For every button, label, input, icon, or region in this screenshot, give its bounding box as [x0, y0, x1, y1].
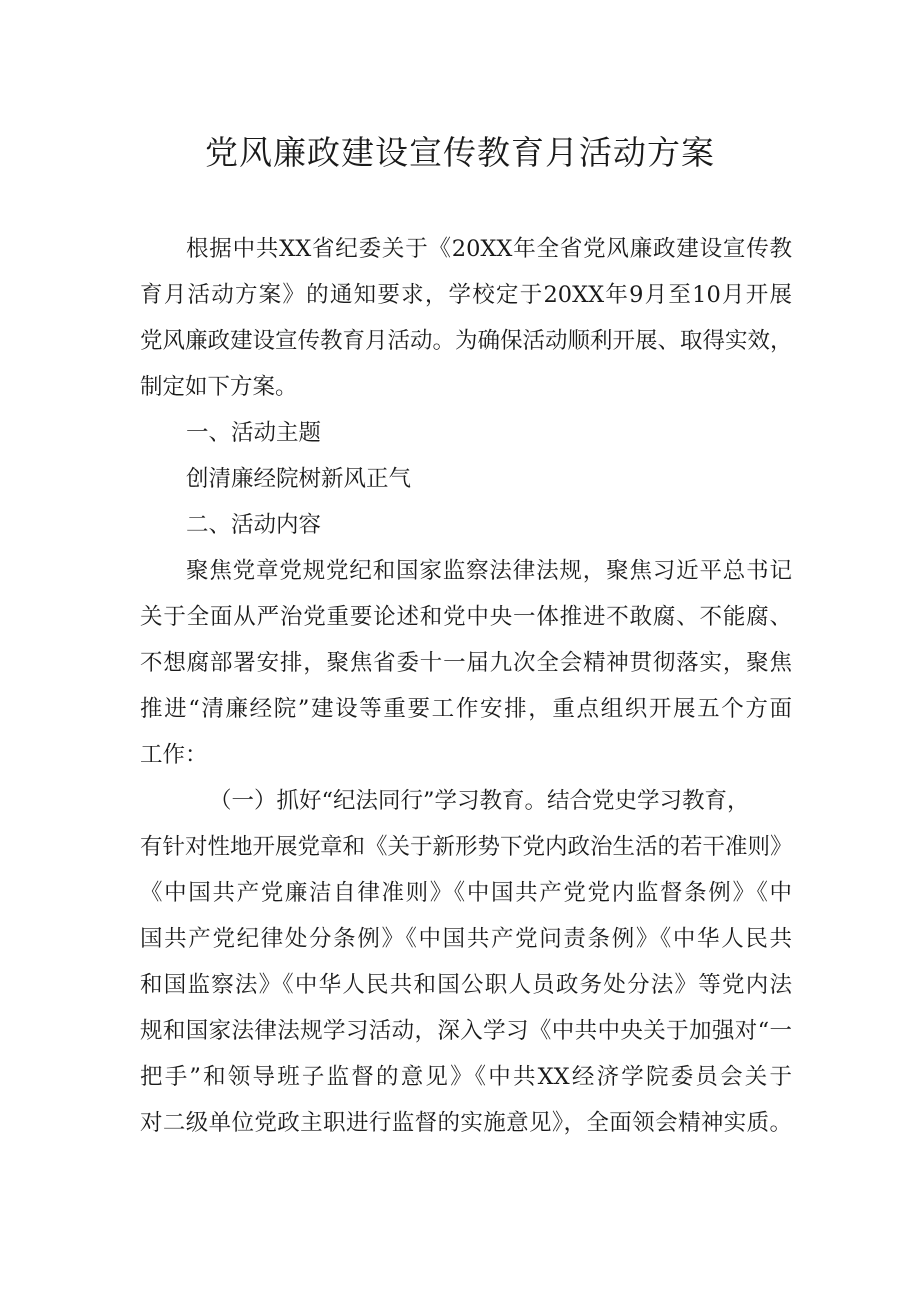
text-line: 有针对性地开展党章和《关于新形势下党内政治生活的若干准则》 [140, 834, 793, 860]
text-line: 工作： [140, 742, 208, 768]
text-line: 一、活动主题 [186, 420, 322, 446]
paragraph-theme [140, 456, 792, 502]
document-title: 党风廉政建设宣传教育月活动方案 [205, 133, 715, 172]
section-heading-theme [140, 410, 792, 456]
section-heading-content [140, 502, 792, 548]
paragraph-content [140, 548, 792, 778]
paragraph-item-one [140, 778, 792, 1146]
text-line: 《中国共产党廉洁自律准则》《中国共产党党内监督条例》《中 [140, 880, 792, 906]
text-line: 党风廉政建设宣传教育月活动。为确保活动顺利开展、取得实效， [140, 328, 793, 354]
text-line: 国共产党纪律处分条例》《中国共产党问责条例》《中华人民共 [140, 926, 792, 952]
text-line: 不想腐部署安排，聚焦省委十一届九次全会精神贯彻落实，聚焦 [140, 650, 792, 676]
text-line: 和国监察法》《中华人民共和国公职人员政务处分法》等党内法 [140, 972, 792, 998]
text-line: 育月活动方案》的通知要求，学校定于20XX年9月至10月开展 [140, 282, 792, 308]
text-line: 关于全面从严治党重要论述和党中央一体推进不敢腐、不能腐、 [140, 604, 792, 630]
paragraph-basis [140, 226, 792, 410]
text-line: 对二级单位党政主职进行监督的实施意见》，全面领会精神实质。 [140, 1110, 792, 1136]
text-line: 二、活动内容 [186, 512, 322, 538]
text-line: 规和国家法律法规学习活动，深入学习《中共中央关于加强对“一 [140, 1018, 792, 1044]
text-line: 推进“清廉经院”建设等重要工作安排，重点组织开展五个方面 [140, 696, 792, 722]
text-line: 制定如下方案。 [140, 374, 298, 400]
text-line: （一）抓好“纪法同行”学习教育。结合党史学习教育， [209, 788, 750, 814]
text-line: 聚焦党章党规党纪和国家监察法律法规，聚焦习近平总书记 [186, 558, 792, 584]
text-line: 把手”和领导班子监督的意见》《中共XX经济学院委员会关于 [140, 1064, 792, 1090]
text-line: 根据中共XX省纪委关于《20XX年全省党风廉政建设宣传教 [186, 236, 792, 262]
document-body [140, 226, 792, 1146]
text-line: 创清廉经院树新风正气 [186, 466, 412, 492]
